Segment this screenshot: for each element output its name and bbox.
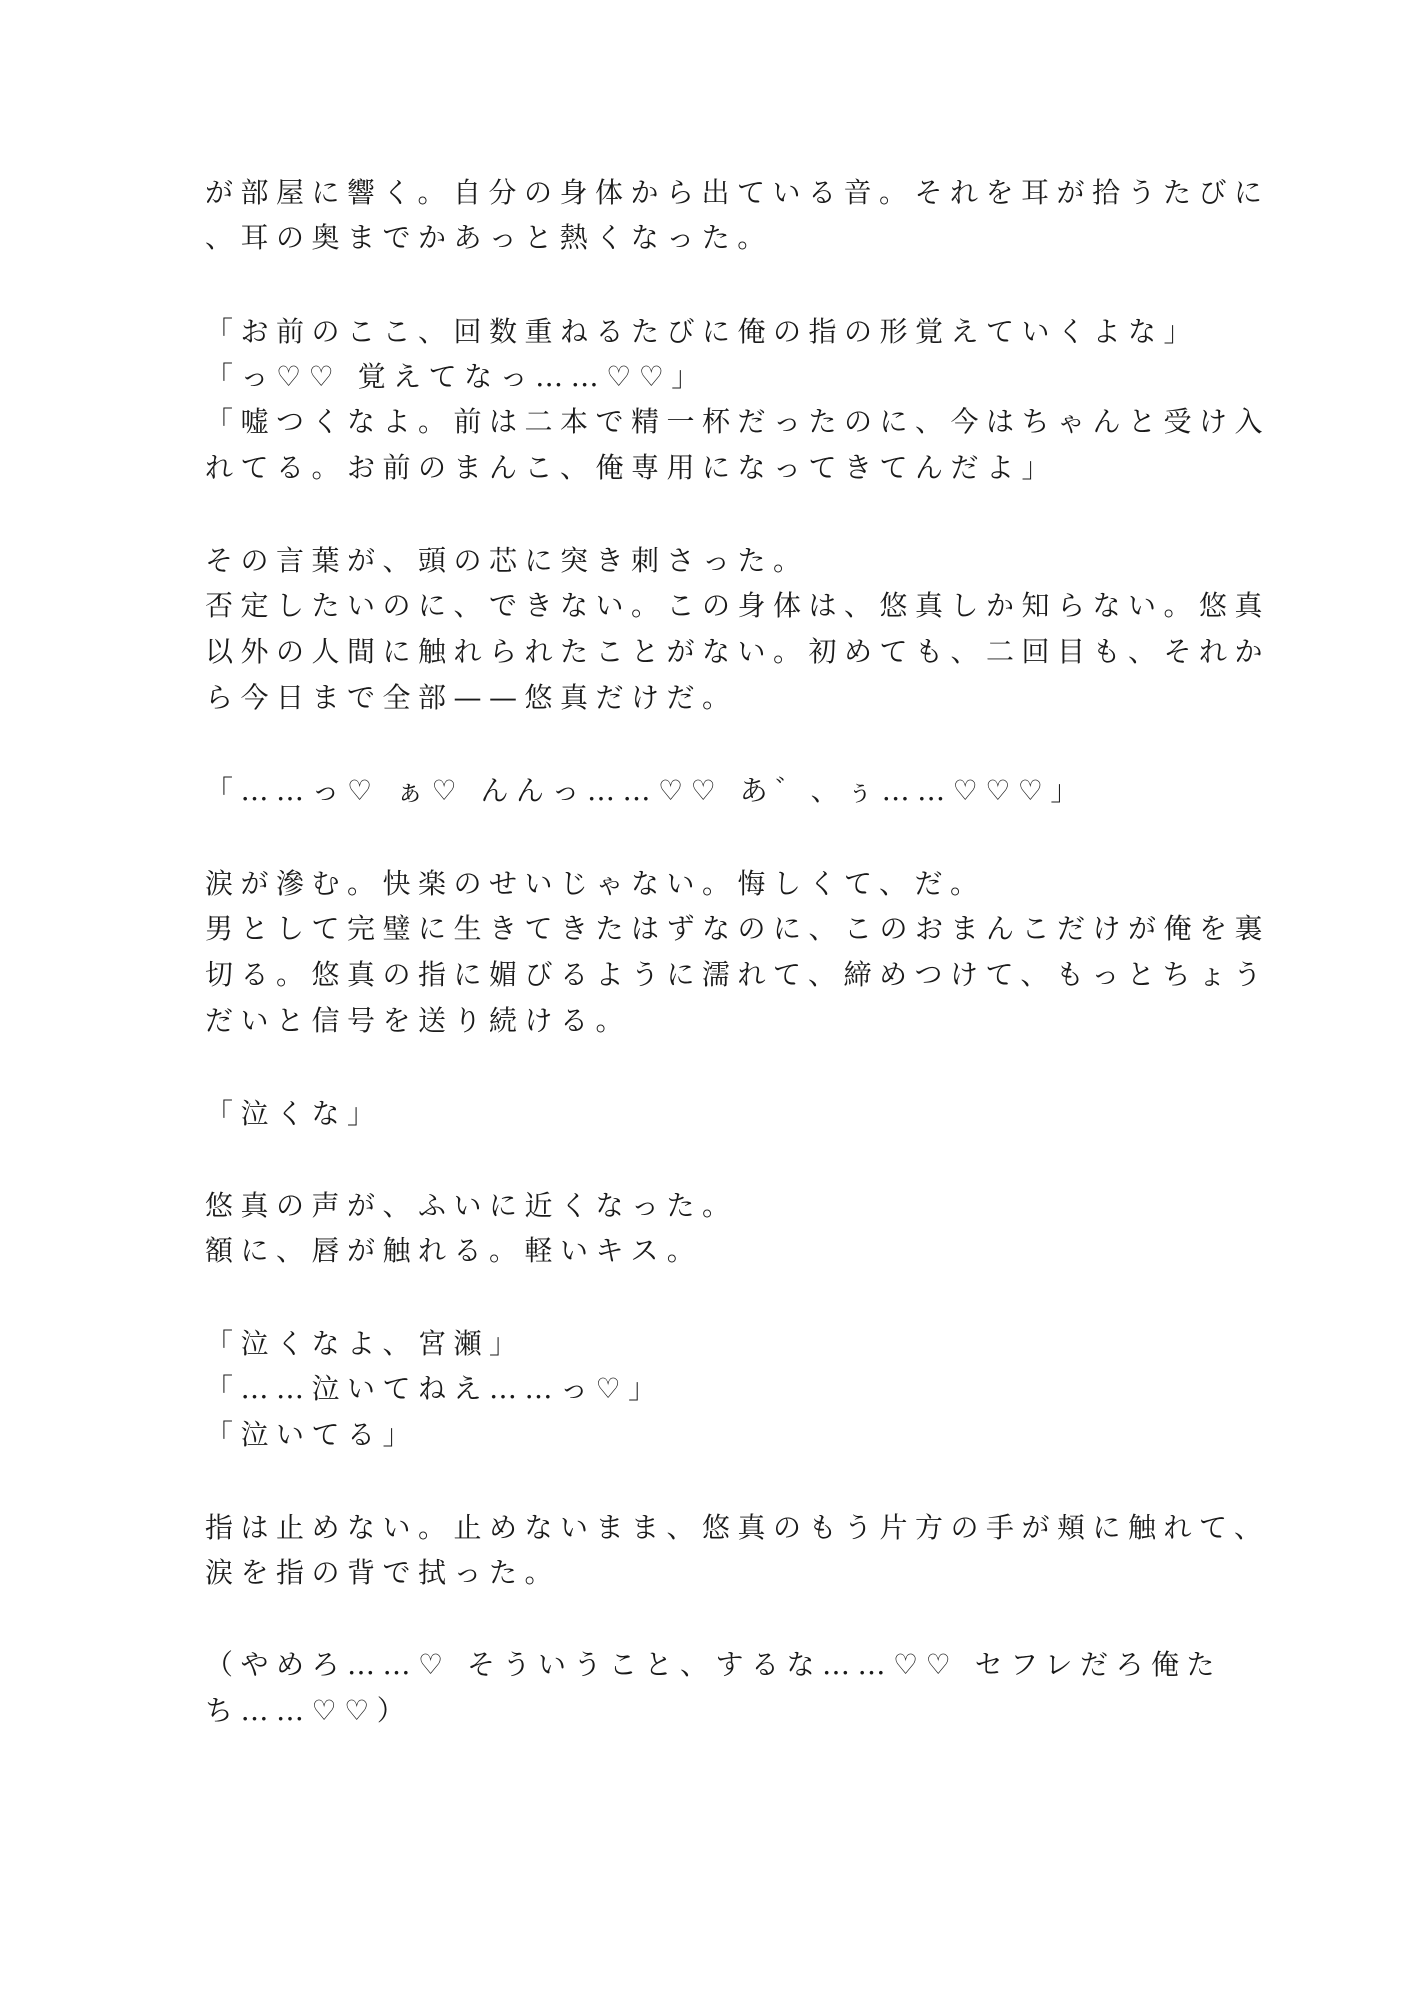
text-line: が部屋に響く。自分の身体から出ている音。それを耳が拾うたびに [205,176,1270,209]
text-line: だいと信号を送り続ける。 [205,1004,632,1037]
text-line: 、耳の奥までかあっと熱くなった。 [205,221,773,254]
text-line: 「泣くなよ、宮瀬」 [205,1327,525,1360]
text-line: 男として完璧に生きてきたはずなのに、このおまんこだけが俺を裏 [205,912,1271,945]
text-line: 指は止めない。止めないまま、悠真のもう片方の手が頬に触れて、 [205,1511,1270,1544]
text-line: 「……っ♡ ぁ♡ んんっ……♡♡ あ゛、ぅ……♡♡♡」 [205,774,1086,807]
text-line: れてる。お前のまんこ、俺専用になってきてんだよ」 [205,451,1058,484]
text-line: 否定したいのに、できない。この身体は、悠真しか知らない。悠真 [205,589,1271,622]
text-line: 「嘘つくなよ。前は二本で精一杯だったのに、今はちゃんと受け入 [205,405,1271,438]
text-line: 切る。悠真の指に媚びるように濡れて、締めつけて、もっとちょう [205,958,1269,991]
text-line: 額に、唇が触れる。軽いキス。 [205,1234,703,1267]
text-line: ち……♡♡） [205,1694,413,1727]
text-line: 「っ♡♡ 覚えてなっ……♡♡」 [205,360,707,393]
text-line: 「お前のここ、回数重ねるたびに俺の指の形覚えていくよな」 [205,315,1200,348]
text-line: その言葉が、頭の芯に突き刺さった。 [205,544,809,577]
text-line: （やめろ……♡ そういうこと、するな……♡♡ セフレだろ俺た [205,1648,1222,1681]
text-line: 「泣いてる」 [205,1418,419,1451]
text-line: 悠真の声が、ふいに近くなった。 [205,1189,738,1222]
text-line: 「泣くな」 [205,1097,383,1130]
text-line: 涙を指の背で拭った。 [205,1556,561,1589]
text-line: 以外の人間に触れられたことがない。初めても、二回目も、それか [205,635,1271,668]
text-line: 涙が滲む。快楽のせいじゃない。悔しくて、だ。 [205,867,986,900]
text-line: ら今日まで全部——悠真だけだ。 [205,681,738,714]
text-line: 「……泣いてねえ……っ♡」 [205,1372,664,1405]
